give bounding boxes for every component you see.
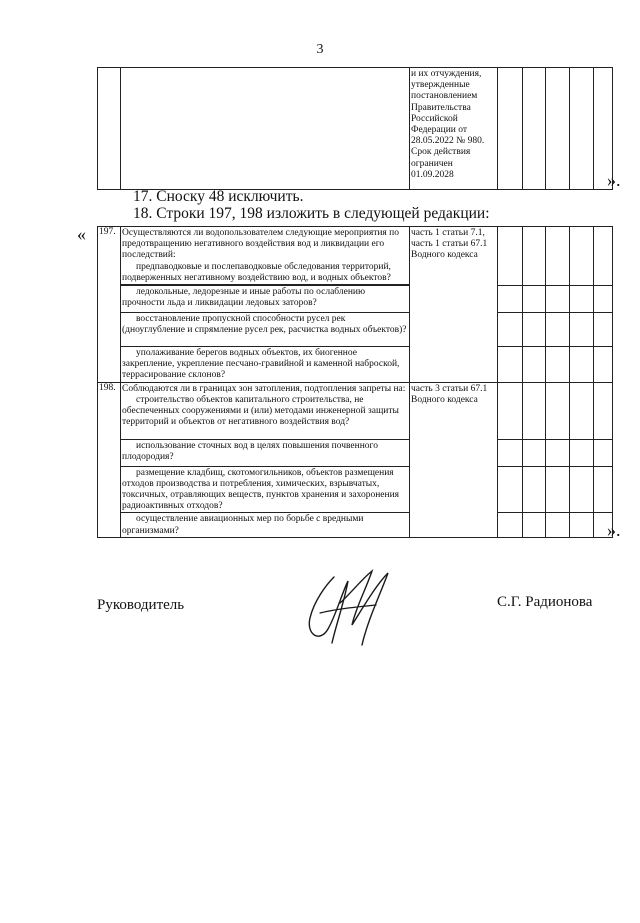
answer-cell — [498, 466, 523, 513]
answer-cell — [546, 466, 570, 513]
answer-cell — [570, 286, 594, 313]
question-cell — [121, 382, 410, 439]
answer-cell — [498, 313, 523, 347]
table-row — [98, 382, 613, 439]
answer-cell — [546, 513, 570, 537]
answer-cell — [594, 227, 613, 286]
opening-quote: « — [77, 224, 86, 244]
answer-cell — [594, 313, 613, 347]
answer-cell — [523, 439, 546, 466]
question-item: использование сточных вод в целях повышения почвенного плодородия? — [121, 439, 410, 466]
answer-cell — [546, 68, 570, 190]
answer-cell — [523, 286, 546, 313]
table-row — [98, 439, 613, 466]
answer-cell — [546, 439, 570, 466]
row-number: 197. — [98, 227, 121, 383]
answer-cell — [594, 286, 613, 313]
answer-cell — [594, 439, 613, 466]
answer-cell — [546, 382, 570, 439]
question-text: Осуществляются ли водопользователем следующие мероприятия по предотвращению негативного воздействия вод и ликвидации его последствий: — [122, 228, 400, 261]
closing-quote: ». — [607, 170, 621, 190]
answer-cell — [570, 439, 594, 466]
answer-cell — [594, 347, 613, 383]
answer-cell — [523, 466, 546, 513]
number-cell — [98, 68, 121, 190]
answer-cell — [523, 313, 546, 347]
page-number: 3 — [316, 42, 324, 57]
question-cell — [121, 68, 410, 190]
answer-cell — [498, 347, 523, 383]
question-cell — [121, 227, 410, 285]
answer-cell — [498, 439, 523, 466]
answer-cell — [498, 68, 523, 190]
question-item: осуществление авиационных мер по борьбе с вредными организмами? — [121, 513, 410, 537]
answer-cell — [523, 347, 546, 383]
reference-cell: часть 3 статьи 67.1 Водного кодекса — [410, 382, 498, 537]
requirements-table — [97, 226, 613, 538]
answer-cell — [498, 513, 523, 537]
answer-cell — [570, 313, 594, 347]
answer-cell — [498, 286, 523, 313]
handwritten-signature — [296, 563, 406, 655]
reference-cell: и их отчуждения, утвержденные постановлением Правительства Российской Федерации от 28.05.2022 № 980. Срок действия ограничен 01.09.2028 — [410, 68, 498, 190]
question-item: ледокольные, ледорезные и иные работы по ослаблению прочности льда и ликвидации ледовых заторов? — [121, 286, 410, 313]
row-number: 198. — [98, 382, 121, 537]
table-row — [98, 286, 613, 313]
answer-cell — [523, 382, 546, 439]
signatory-title: Руководитель — [97, 597, 185, 613]
answer-cell — [498, 227, 523, 286]
answer-cell — [594, 466, 613, 513]
table-row — [98, 227, 613, 285]
closing-quote: ». — [607, 520, 621, 540]
table-row — [98, 466, 613, 513]
answer-cell — [594, 382, 613, 439]
question-item: предпаводковые и послепаводковые обследования территорий, подверженных негативному воздействию вод, и водных объектов? — [122, 261, 391, 283]
answer-cell — [523, 513, 546, 537]
signatory-name: С.Г. Радионова — [497, 594, 593, 610]
answer-cell — [523, 68, 546, 190]
answer-cell — [570, 347, 594, 383]
answer-cell — [570, 227, 594, 286]
question-text: Соблюдаются ли в границах зон затопления, подтопления запреты на: — [122, 383, 406, 394]
answer-cell — [546, 313, 570, 347]
continuation-table — [97, 67, 613, 190]
amendment-text: 18. Строки 197, 198 изложить в следующей редакции: — [133, 205, 490, 222]
answer-cell — [546, 286, 570, 313]
question-item: размещение кладбищ, скотомогильников, объектов размещения отходов производства и потребления, химических, взрывчатых, токсичных, отравляющих веществ, пунктов хранения и захоронения радиоактивных отходов? — [121, 466, 410, 513]
table-row — [98, 513, 613, 537]
amendment-text: 17. Сноску 48 исключить. — [133, 188, 304, 205]
question-item: восстановление пропускной способности русел рек (дноуглубление и спрямление русел рек, расчистка водных объектов)? — [121, 313, 410, 347]
table-row — [98, 313, 613, 347]
table-row — [98, 347, 613, 383]
answer-cell — [570, 466, 594, 513]
answer-cell — [523, 227, 546, 286]
answer-cell — [546, 227, 570, 286]
question-item: уполаживание берегов водных объектов, их биогенное закрепление, укрепление песчано-гравийной и каменной наброской, террасирование склонов? — [121, 347, 410, 383]
answer-cell — [570, 382, 594, 439]
reference-cell: часть 1 статьи 7.1, часть 1 статьи 67.1 Водного кодекса — [410, 227, 498, 383]
question-item: строительство объектов капитального строительства, не обеспеченных сооружениями и (или) методами инженерной защиты территорий и объектов от негативного воздействия вод? — [122, 394, 399, 428]
answer-cell — [498, 382, 523, 439]
answer-cell — [570, 513, 594, 537]
answer-cell — [546, 347, 570, 383]
answer-cell — [570, 68, 594, 190]
